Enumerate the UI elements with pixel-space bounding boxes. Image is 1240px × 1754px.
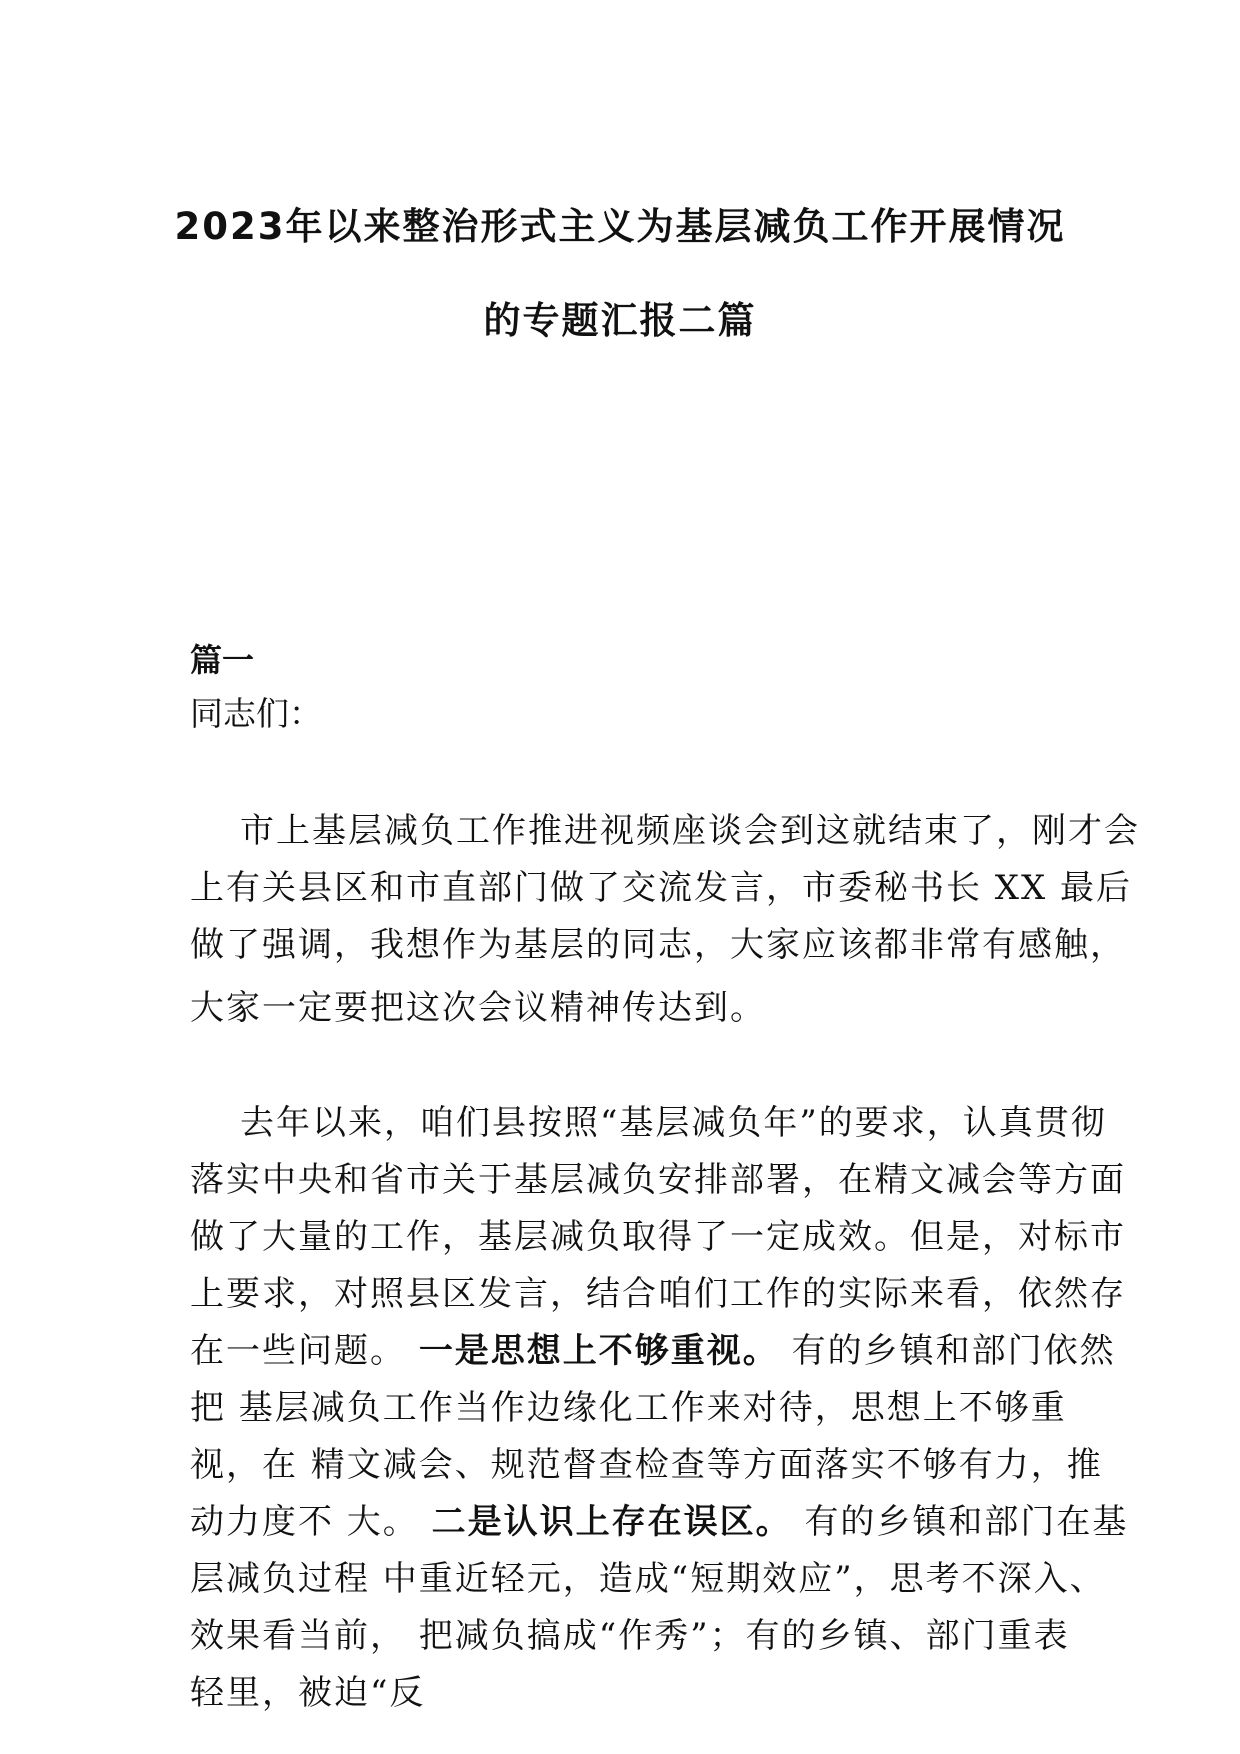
paragraph-2-line: 落实中央和省市关于基层减负安排部署，在精文减会等方面 <box>190 1160 1126 1200</box>
paragraph-1-line: 市上基层减负工作推进视频座谈会到这就结束了，刚才会 <box>240 811 1140 851</box>
paragraph-2-line: 去年以来，咱们县按照“基层减负年”的要求，认真贯彻 <box>240 1103 1107 1143</box>
paragraph-2-line: 视，在 精文减会、规范督查检查等方面落实不够有力，推 <box>190 1445 1103 1485</box>
paragraph-1-line: 上有关县区和市直部门做了交流发言，市委秘书长 XX 最后 <box>190 868 1133 908</box>
paragraph-2-line: 上要求，对照县区发言，结合咱们工作的实际来看，依然存 <box>190 1274 1126 1314</box>
paragraph-1 <box>190 803 1140 1037</box>
section-heading: 篇一 <box>190 641 255 679</box>
bold-point-1: 一是思想上不够重视。 <box>418 1331 779 1371</box>
paragraph-1-line: 大家一定要把这次会议精神传达到。 <box>190 988 766 1028</box>
inline-text: 在一些问题。 <box>190 1331 406 1371</box>
document-title-line-2: 的专题汇报二篇 <box>483 299 757 342</box>
paragraph-2-line <box>190 1494 1129 1551</box>
inline-text: 动力度不 大。 <box>190 1502 419 1542</box>
inline-text: 有的乡镇和部门在基 <box>804 1502 1129 1542</box>
paragraph-2-line: 做了大量的工作，基层减负取得了一定成效。但是，对标市 <box>190 1217 1126 1257</box>
paragraph-2-line: 把 基层减负工作当作边缘化工作来对待，思想上不够重 <box>190 1388 1067 1428</box>
paragraph-2-line: 轻里，被迫“反 <box>190 1673 426 1713</box>
greeting: 同志们： <box>190 694 322 733</box>
paragraph-2 <box>190 1095 1129 1722</box>
paragraph-2-line: 效果看当前， 把减负搞成“作秀”；有的乡镇、部门重表 <box>190 1616 1070 1656</box>
paragraph-2-line: 层减负过程 中重近轻元，造成“短期效应”，思考不深入、 <box>190 1559 1106 1599</box>
paragraph-2-line <box>190 1323 1116 1380</box>
inline-text: 有的乡镇和部门依然 <box>791 1331 1116 1371</box>
document-title-line-1: 2023年以来整治形式主义为基层减负工作开展情况 <box>174 205 1066 248</box>
paragraph-1-line: 做了强调，我想作为基层的同志，大家应该都非常有感触， <box>190 925 1126 965</box>
bold-point-2: 二是认识上存在误区。 <box>431 1502 792 1542</box>
